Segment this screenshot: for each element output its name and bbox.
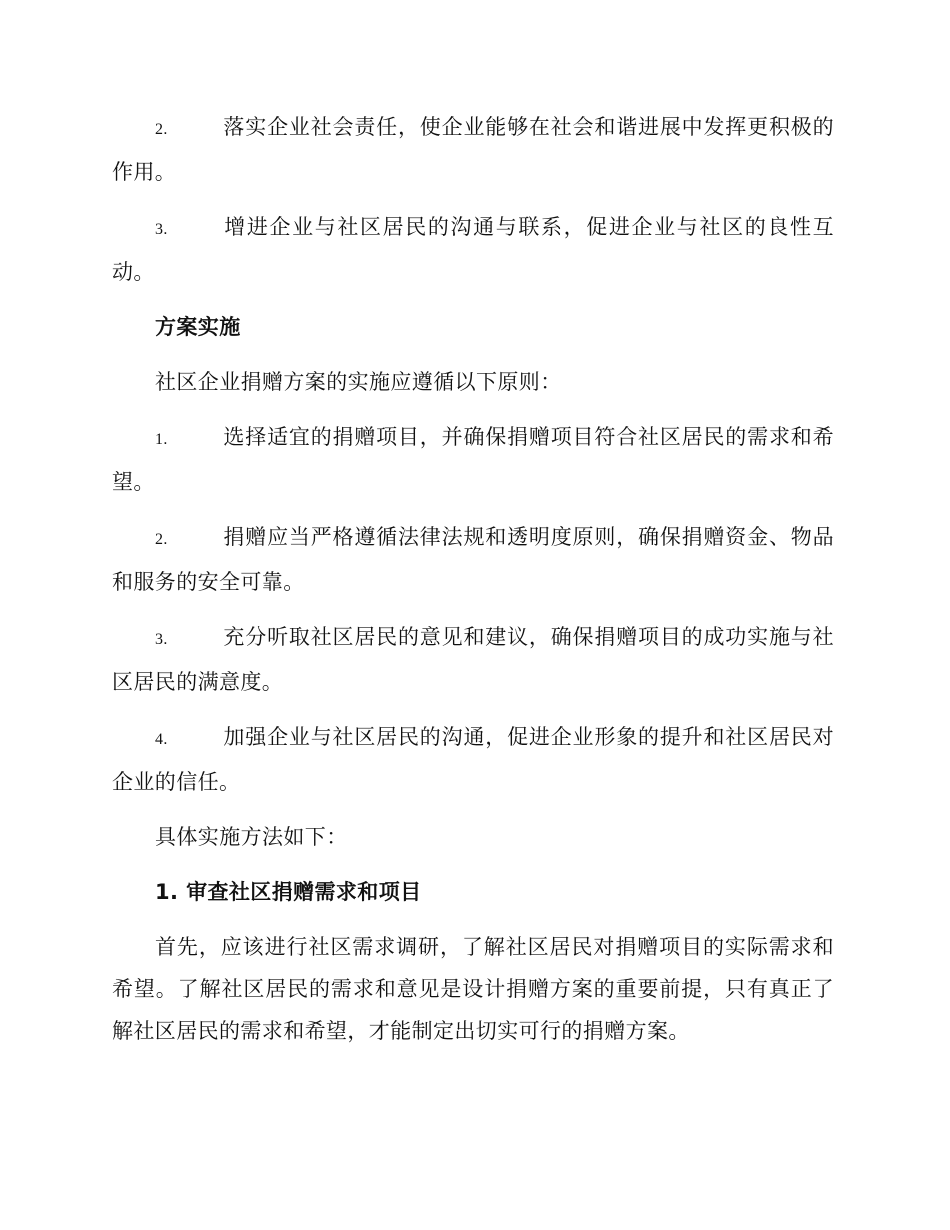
list-text: 充分听取社区居民的意见和建议，确保捐赠项目的成功实施与社区居民的满意度。: [112, 625, 834, 694]
paragraph-review-needs: 首先，应该进行社区需求调研，了解社区居民对捐赠项目的实际需求和希望。了解社区居民的需求和意见是设计捐赠方案的重要前提，只有真正了解社区居民的需求和希望，才能制定出切实可行的捐赠方案。: [112, 935, 834, 1043]
principles-intro: 社区企业捐赠方案的实施应遵循以下原则：: [155, 370, 562, 394]
list-item-principle-2: [112, 516, 834, 603]
document-body: [112, 106, 834, 1065]
list-number: 4.: [155, 731, 168, 748]
list-number: 3.: [155, 631, 168, 648]
list-item-principle-4: [112, 716, 834, 803]
list-text: 落实企业社会责任，使企业能够在社会和谐进展中发挥更积极的作用。: [112, 115, 834, 184]
list-number: 2.: [155, 531, 168, 548]
list-number: 1.: [155, 431, 168, 448]
list-item-principle-3: [112, 616, 834, 703]
list-text: 增进企业与社区居民的沟通与联系，促进企业与社区的良性互动。: [112, 215, 834, 284]
list-text: 加强企业与社区居民的沟通，促进企业形象的提升和社区居民对企业的信任。: [112, 725, 834, 794]
list-text: 捐赠应当严格遵循法律法规和透明度原则，确保捐赠资金、物品和服务的安全可靠。: [112, 525, 834, 594]
section-heading: 方案实施: [155, 315, 241, 339]
list-text: 选择适宜的捐赠项目，并确保捐赠项目符合社区居民的需求和希望。: [112, 425, 834, 494]
list-number: 3.: [155, 221, 168, 238]
list-item-objective-3: [112, 206, 834, 293]
methods-intro: 具体实施方法如下：: [155, 825, 348, 849]
list-item-principle-1: [112, 416, 834, 503]
list-item-objective-2: [112, 106, 834, 193]
subheading-review-needs: 1. 审查社区捐赠需求和项目: [155, 880, 422, 904]
list-number: 2.: [155, 121, 168, 138]
